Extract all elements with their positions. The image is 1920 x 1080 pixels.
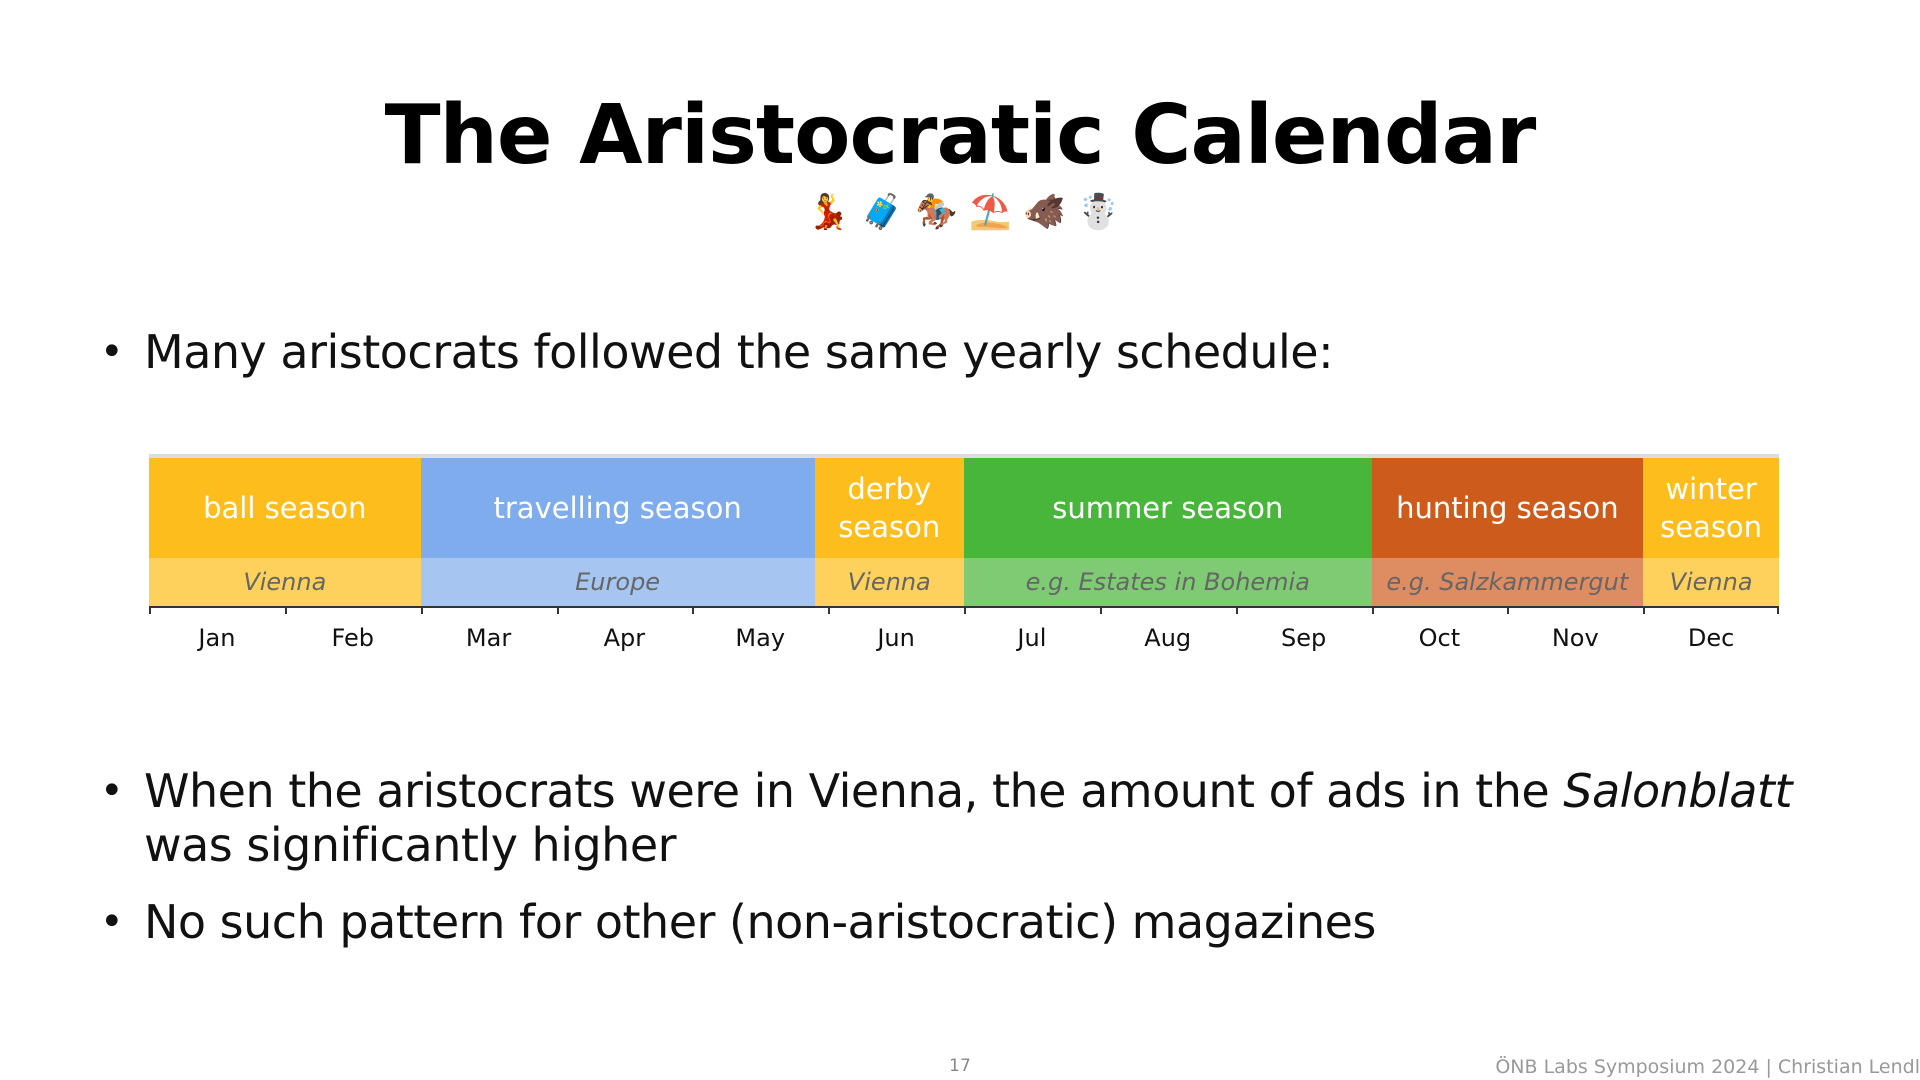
bullet-text-pre: When the aristocrats were in Vienna, the amount of ads in the	[144, 764, 1564, 818]
axis-tick	[964, 606, 966, 614]
bullet-text: Many aristocrats followed the same yearly schedule:	[144, 325, 1334, 379]
bullet-dot-icon: •	[100, 768, 124, 814]
axis-tick	[1100, 606, 1102, 614]
season-segment	[815, 458, 964, 606]
axis-tick	[149, 606, 151, 614]
footer-credit: ÖNB Labs Symposium 2024 | Christian Lendl	[1495, 1056, 1920, 1078]
season-location: Europe	[421, 558, 815, 606]
bullet-item	[100, 895, 1900, 955]
season-segment	[1372, 458, 1644, 606]
season-name: travelling season	[421, 458, 815, 558]
page-number: 17	[949, 1056, 971, 1076]
bullet-text-post: was significantly higher	[144, 818, 677, 872]
month-label: Jul	[1017, 624, 1047, 652]
month-label: Oct	[1418, 624, 1461, 652]
axis-tick	[1507, 606, 1509, 614]
bullet-text: No such pattern for other (non-aristocratic) magazines	[144, 895, 1376, 949]
bullet-dot-icon: •	[100, 899, 124, 945]
beach-umbrella-icon: ⛱️	[969, 192, 1012, 232]
axis-tick	[1777, 606, 1779, 614]
month-label: Nov	[1551, 624, 1599, 652]
axis-tick	[285, 606, 287, 614]
month-label: Feb	[331, 624, 374, 652]
bullet-dot-icon: •	[100, 329, 124, 375]
season-timeline	[149, 454, 1779, 654]
axis-tick	[421, 606, 423, 614]
season-name: hunting season	[1372, 458, 1644, 558]
boar-icon: 🐗	[1023, 192, 1066, 232]
season-location: e.g. Salzkammergut	[1372, 558, 1644, 606]
month-label: Apr	[603, 624, 646, 652]
suitcase-icon: 🧳	[861, 192, 904, 232]
season-location: Vienna	[149, 558, 421, 606]
dancer-icon: 💃	[807, 192, 850, 232]
month-label: Dec	[1687, 624, 1735, 652]
month-label: Sep	[1280, 624, 1327, 652]
month-label: May	[735, 624, 786, 652]
bullet-text	[144, 764, 1864, 872]
snowman-icon: ☃️	[1077, 192, 1120, 232]
season-name: winter season	[1643, 458, 1779, 558]
emoji-icon-row	[0, 190, 1920, 234]
month-label: Mar	[465, 624, 512, 652]
axis-tick	[1236, 606, 1238, 614]
month-label: Jun	[877, 624, 915, 652]
bullet-item	[100, 764, 1900, 880]
magazine-name: Salonblatt	[1563, 764, 1792, 818]
month-label: Aug	[1144, 624, 1192, 652]
season-segment	[149, 458, 421, 606]
axis-tick	[828, 606, 830, 614]
season-name: derby season	[815, 458, 964, 558]
season-segment	[964, 458, 1372, 606]
axis-tick	[557, 606, 559, 614]
bullet-item	[100, 325, 1900, 385]
season-location: e.g. Estates in Bohemia	[964, 558, 1372, 606]
season-segment	[1643, 458, 1779, 606]
season-name: summer season	[964, 458, 1372, 558]
month-label: Jan	[198, 624, 236, 652]
slide-title: The Aristocratic Calendar	[384, 88, 1536, 183]
horse-racing-icon: 🏇	[915, 192, 958, 232]
axis-tick	[692, 606, 694, 614]
season-segment	[421, 458, 815, 606]
axis-tick	[1372, 606, 1374, 614]
axis-tick	[1643, 606, 1645, 614]
season-location: Vienna	[815, 558, 964, 606]
season-location: Vienna	[1643, 558, 1779, 606]
season-name: ball season	[149, 458, 421, 558]
